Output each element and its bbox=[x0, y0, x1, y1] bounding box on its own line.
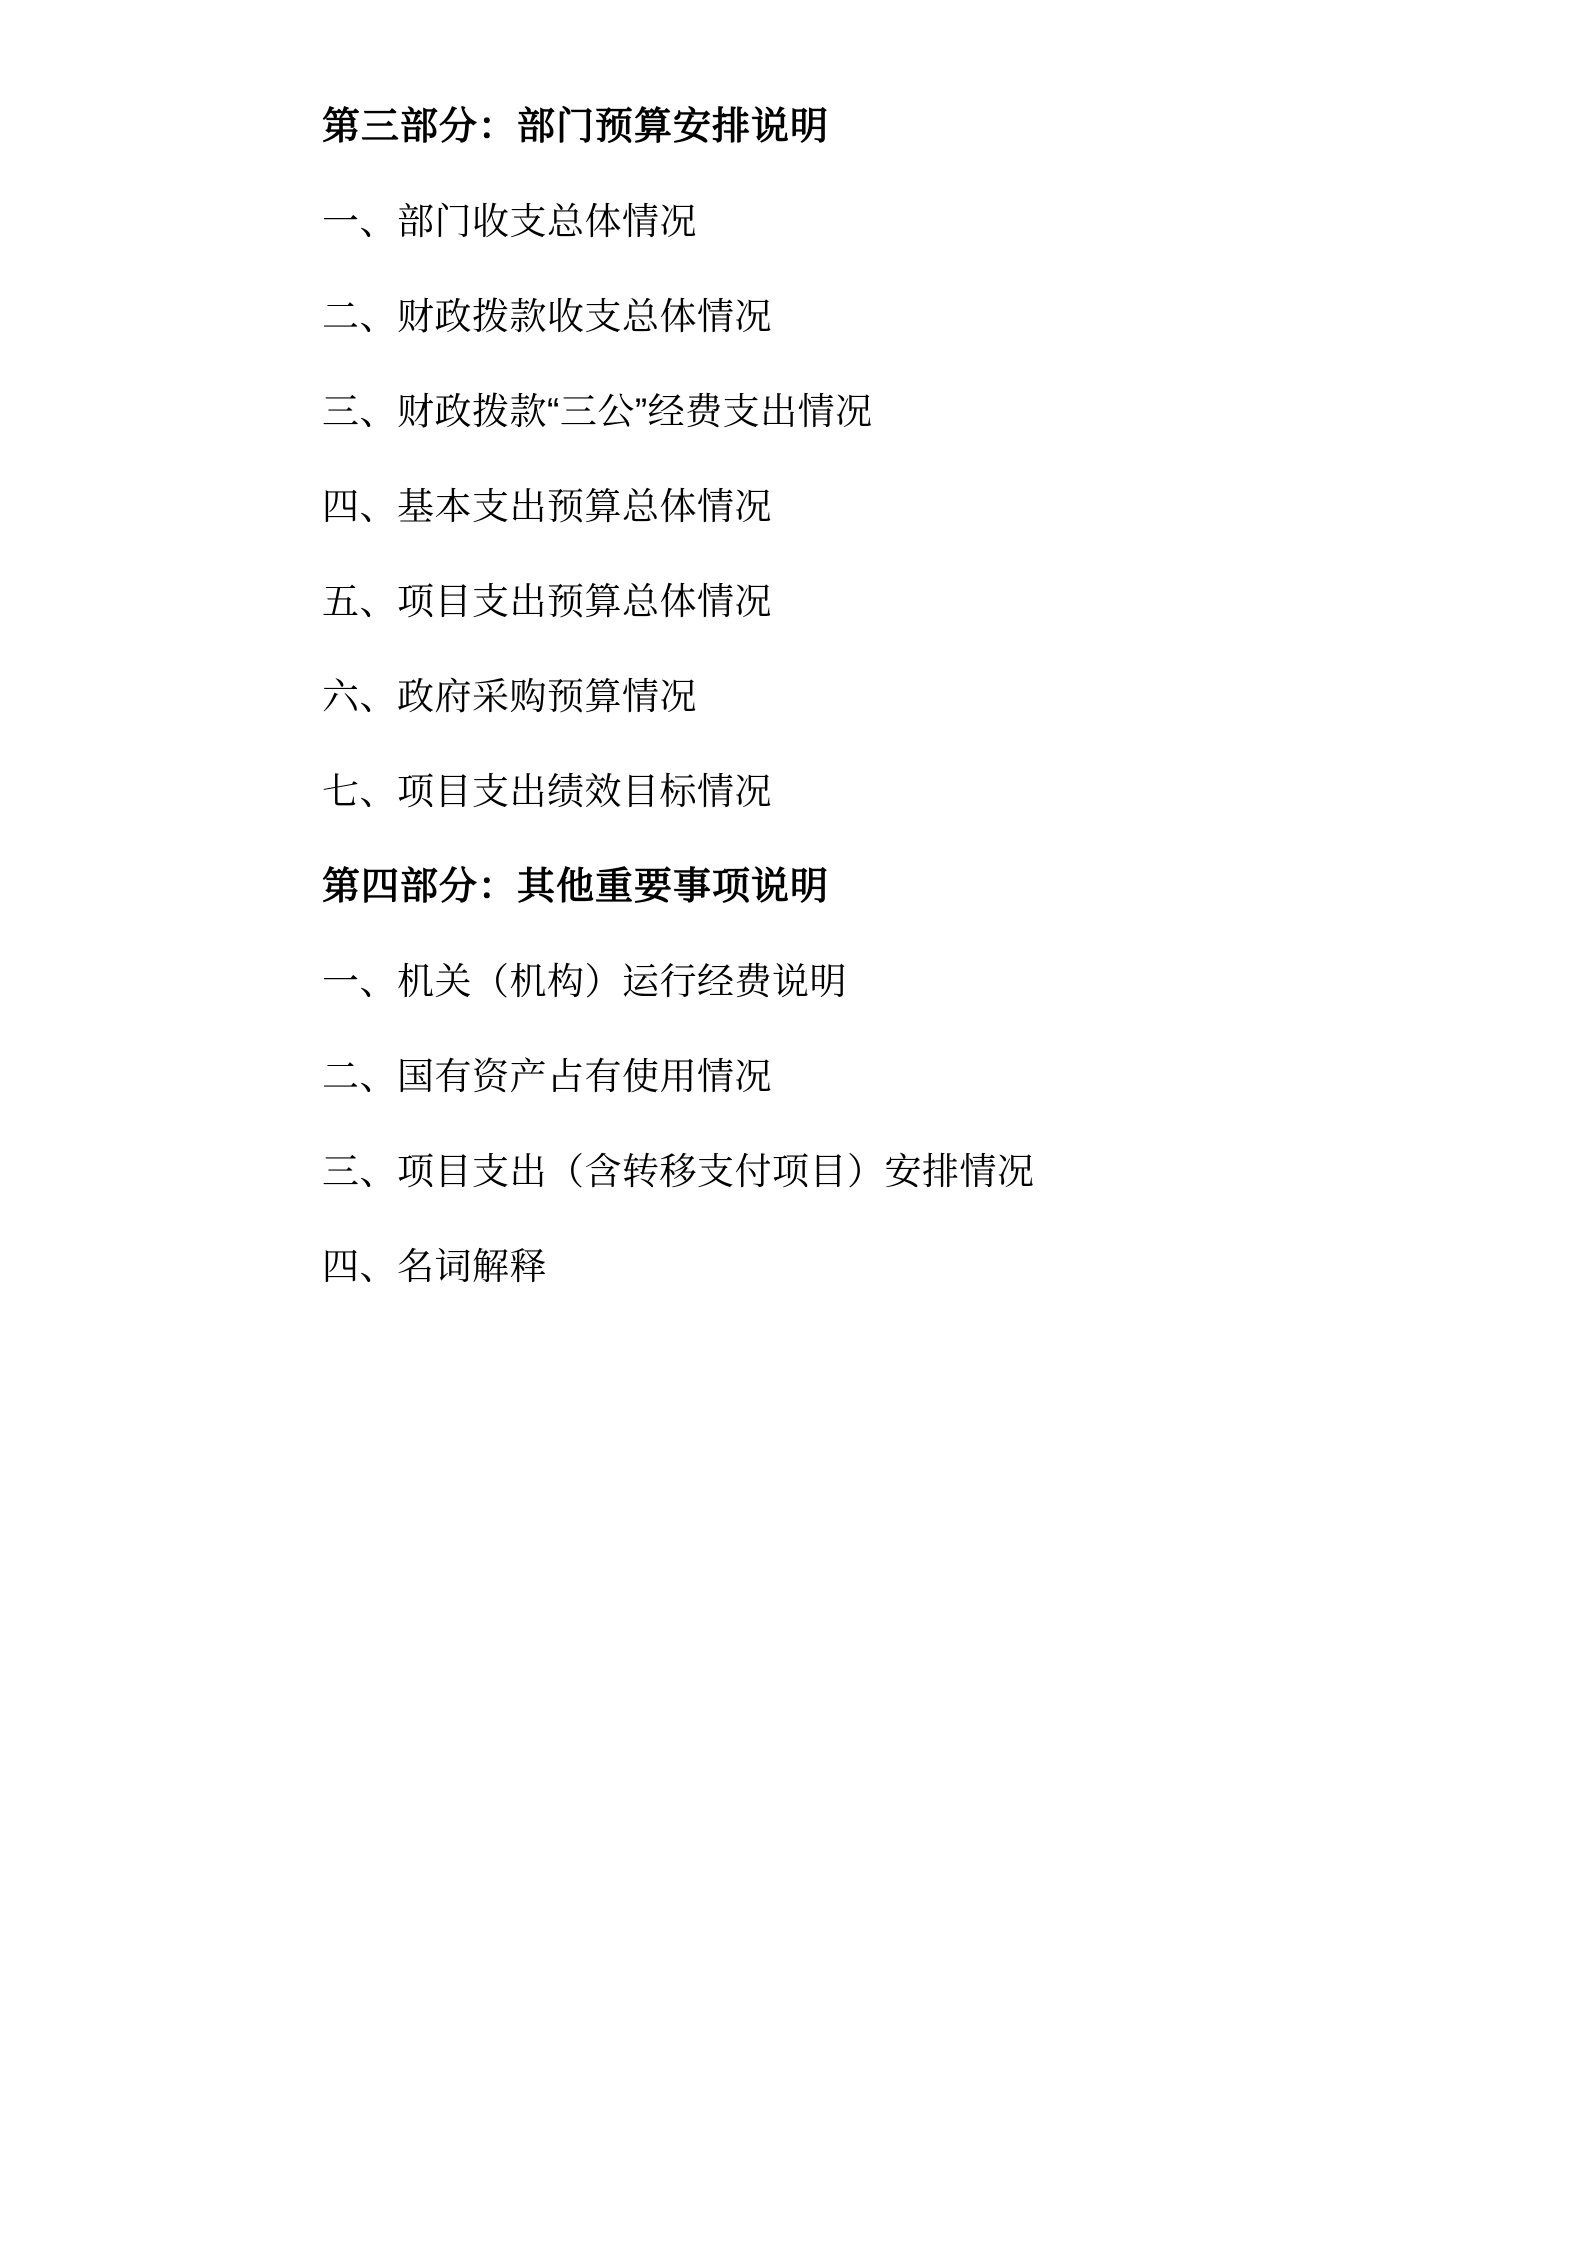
toc-entry-row bbox=[322, 678, 1397, 773]
toc-entry-4-1[interactable]: 一、机关（机构）运行经费说明 bbox=[322, 961, 847, 1002]
section-heading-part-three: 第三部分：部门预算安排说明 bbox=[322, 106, 830, 148]
toc-entry-3-4[interactable]: 四、基本支出预算总体情况 bbox=[322, 486, 772, 527]
toc-entry-4-3[interactable]: 三、项目支出（含转移支付项目）安排情况 bbox=[322, 1151, 1035, 1192]
toc-entry-row bbox=[322, 1153, 1397, 1248]
toc-entry-3-5[interactable]: 五、项目支出预算总体情况 bbox=[322, 581, 772, 622]
toc-entry-row bbox=[322, 773, 1397, 868]
table-of-contents bbox=[322, 108, 1397, 1343]
toc-section-heading-row bbox=[322, 108, 1397, 203]
toc-entry-3-6[interactable]: 六、政府采购预算情况 bbox=[322, 676, 697, 717]
toc-entry-row bbox=[322, 963, 1397, 1058]
toc-entry-3-2[interactable]: 二、财政拨款收支总体情况 bbox=[322, 296, 772, 337]
toc-entry-row bbox=[322, 1058, 1397, 1153]
toc-entry-row bbox=[322, 298, 1397, 393]
toc-entry-4-2[interactable]: 二、国有资产占有使用情况 bbox=[322, 1056, 772, 1097]
toc-section-heading-row bbox=[322, 868, 1397, 963]
toc-entry-row bbox=[322, 1248, 1397, 1343]
toc-entry-3-7[interactable]: 七、项目支出绩效目标情况 bbox=[322, 771, 772, 812]
toc-entry-3-1[interactable]: 一、部门收支总体情况 bbox=[322, 201, 697, 242]
toc-entry-row bbox=[322, 393, 1397, 488]
toc-entry-3-3[interactable]: 三、财政拨款“三公”经费支出情况 bbox=[322, 391, 873, 432]
toc-entry-4-4[interactable]: 四、名词解释 bbox=[322, 1246, 547, 1287]
toc-entry-row bbox=[322, 488, 1397, 583]
toc-entry-row bbox=[322, 203, 1397, 298]
section-heading-part-four: 第四部分：其他重要事项说明 bbox=[322, 866, 830, 908]
toc-entry-row bbox=[322, 583, 1397, 678]
